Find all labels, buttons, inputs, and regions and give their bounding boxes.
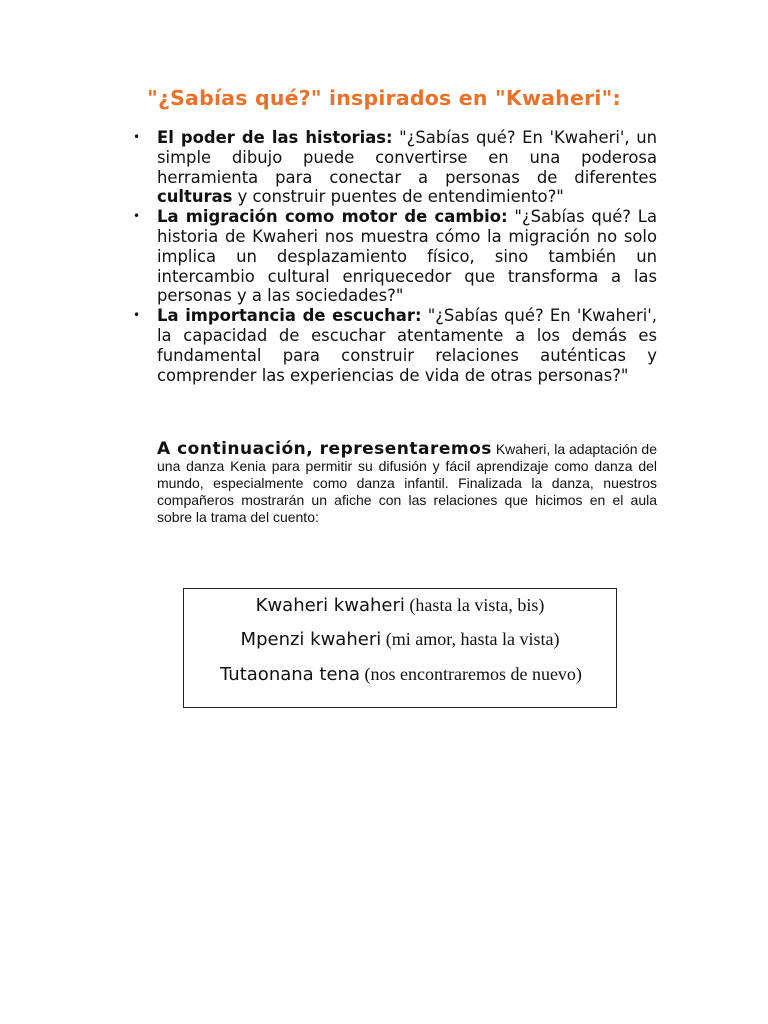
item-text-end: y construir puentes de entendimiento?" — [232, 187, 564, 207]
bullet-icon: • — [133, 308, 141, 323]
list-item — [133, 207, 657, 306]
list-item — [133, 128, 657, 207]
lyric-translation: (hasta la vista, bis) — [404, 595, 545, 615]
item-heading: La importancia de escuchar: — [157, 306, 422, 326]
lyric-swahili: Kwaheri kwaheri — [255, 595, 405, 616]
paragraph-text — [157, 441, 657, 526]
lyric-translation: (mi amor, hasta la vista) — [381, 629, 560, 649]
list-item — [133, 306, 658, 385]
item-heading: El poder de las historias: — [157, 128, 393, 147]
intro-paragraph — [157, 441, 657, 526]
fact-list — [133, 128, 658, 385]
paragraph-body: Kwaheri, la adaptación de una danza Kenia para permitir su difusión y fácil aprendizaje como danza del mundo, especialmente como danza infantil. Finalizada la danza, nuestros compañeros mostrarán un afiche con las relaciones que hicimos en el aula sobre la trama del cuento: — [157, 441, 657, 525]
lyric-line — [184, 593, 616, 618]
item-text: "¿Sabías qué? La historia de Kwaheri nos muestra cómo la migración no solo implica un desplazamiento físico, sino también un intercambio cultural enriquecedor que transforma a las personas y a las sociedades?" — [157, 207, 657, 306]
item-text: "¿Sabías qué? En 'Kwaheri', un simple dibujo puede convertirse en una poderosa herramienta para conectar a personas de diferentes — [157, 128, 657, 187]
lyric-line — [184, 627, 616, 652]
bullet-icon: • — [133, 209, 141, 224]
lyric-translation: (nos encontraremos de nuevo) — [360, 664, 582, 684]
bullet-icon: • — [133, 130, 141, 144]
lyric-line — [204, 662, 598, 687]
lyrics-box — [183, 588, 617, 708]
item-emphasis: culturas — [157, 187, 233, 207]
item-text: "¿Sabías qué? En 'Kwaheri', la capacidad de escuchar atentamente a los demás es fundamental para construir relaciones auténticas y comprender las experiencias de vida de otras personas?" — [157, 306, 658, 385]
lyric-swahili: Tutaonana tena — [220, 664, 360, 685]
item-heading: La migración como motor de cambio: — [157, 207, 508, 227]
lyric-swahili: Mpenzi kwaheri — [240, 629, 382, 650]
paragraph-lead: A continuación, representaremos — [157, 439, 492, 459]
page-title: "¿Sabías qué?" inspirados en "Kwaheri": — [147, 86, 621, 110]
